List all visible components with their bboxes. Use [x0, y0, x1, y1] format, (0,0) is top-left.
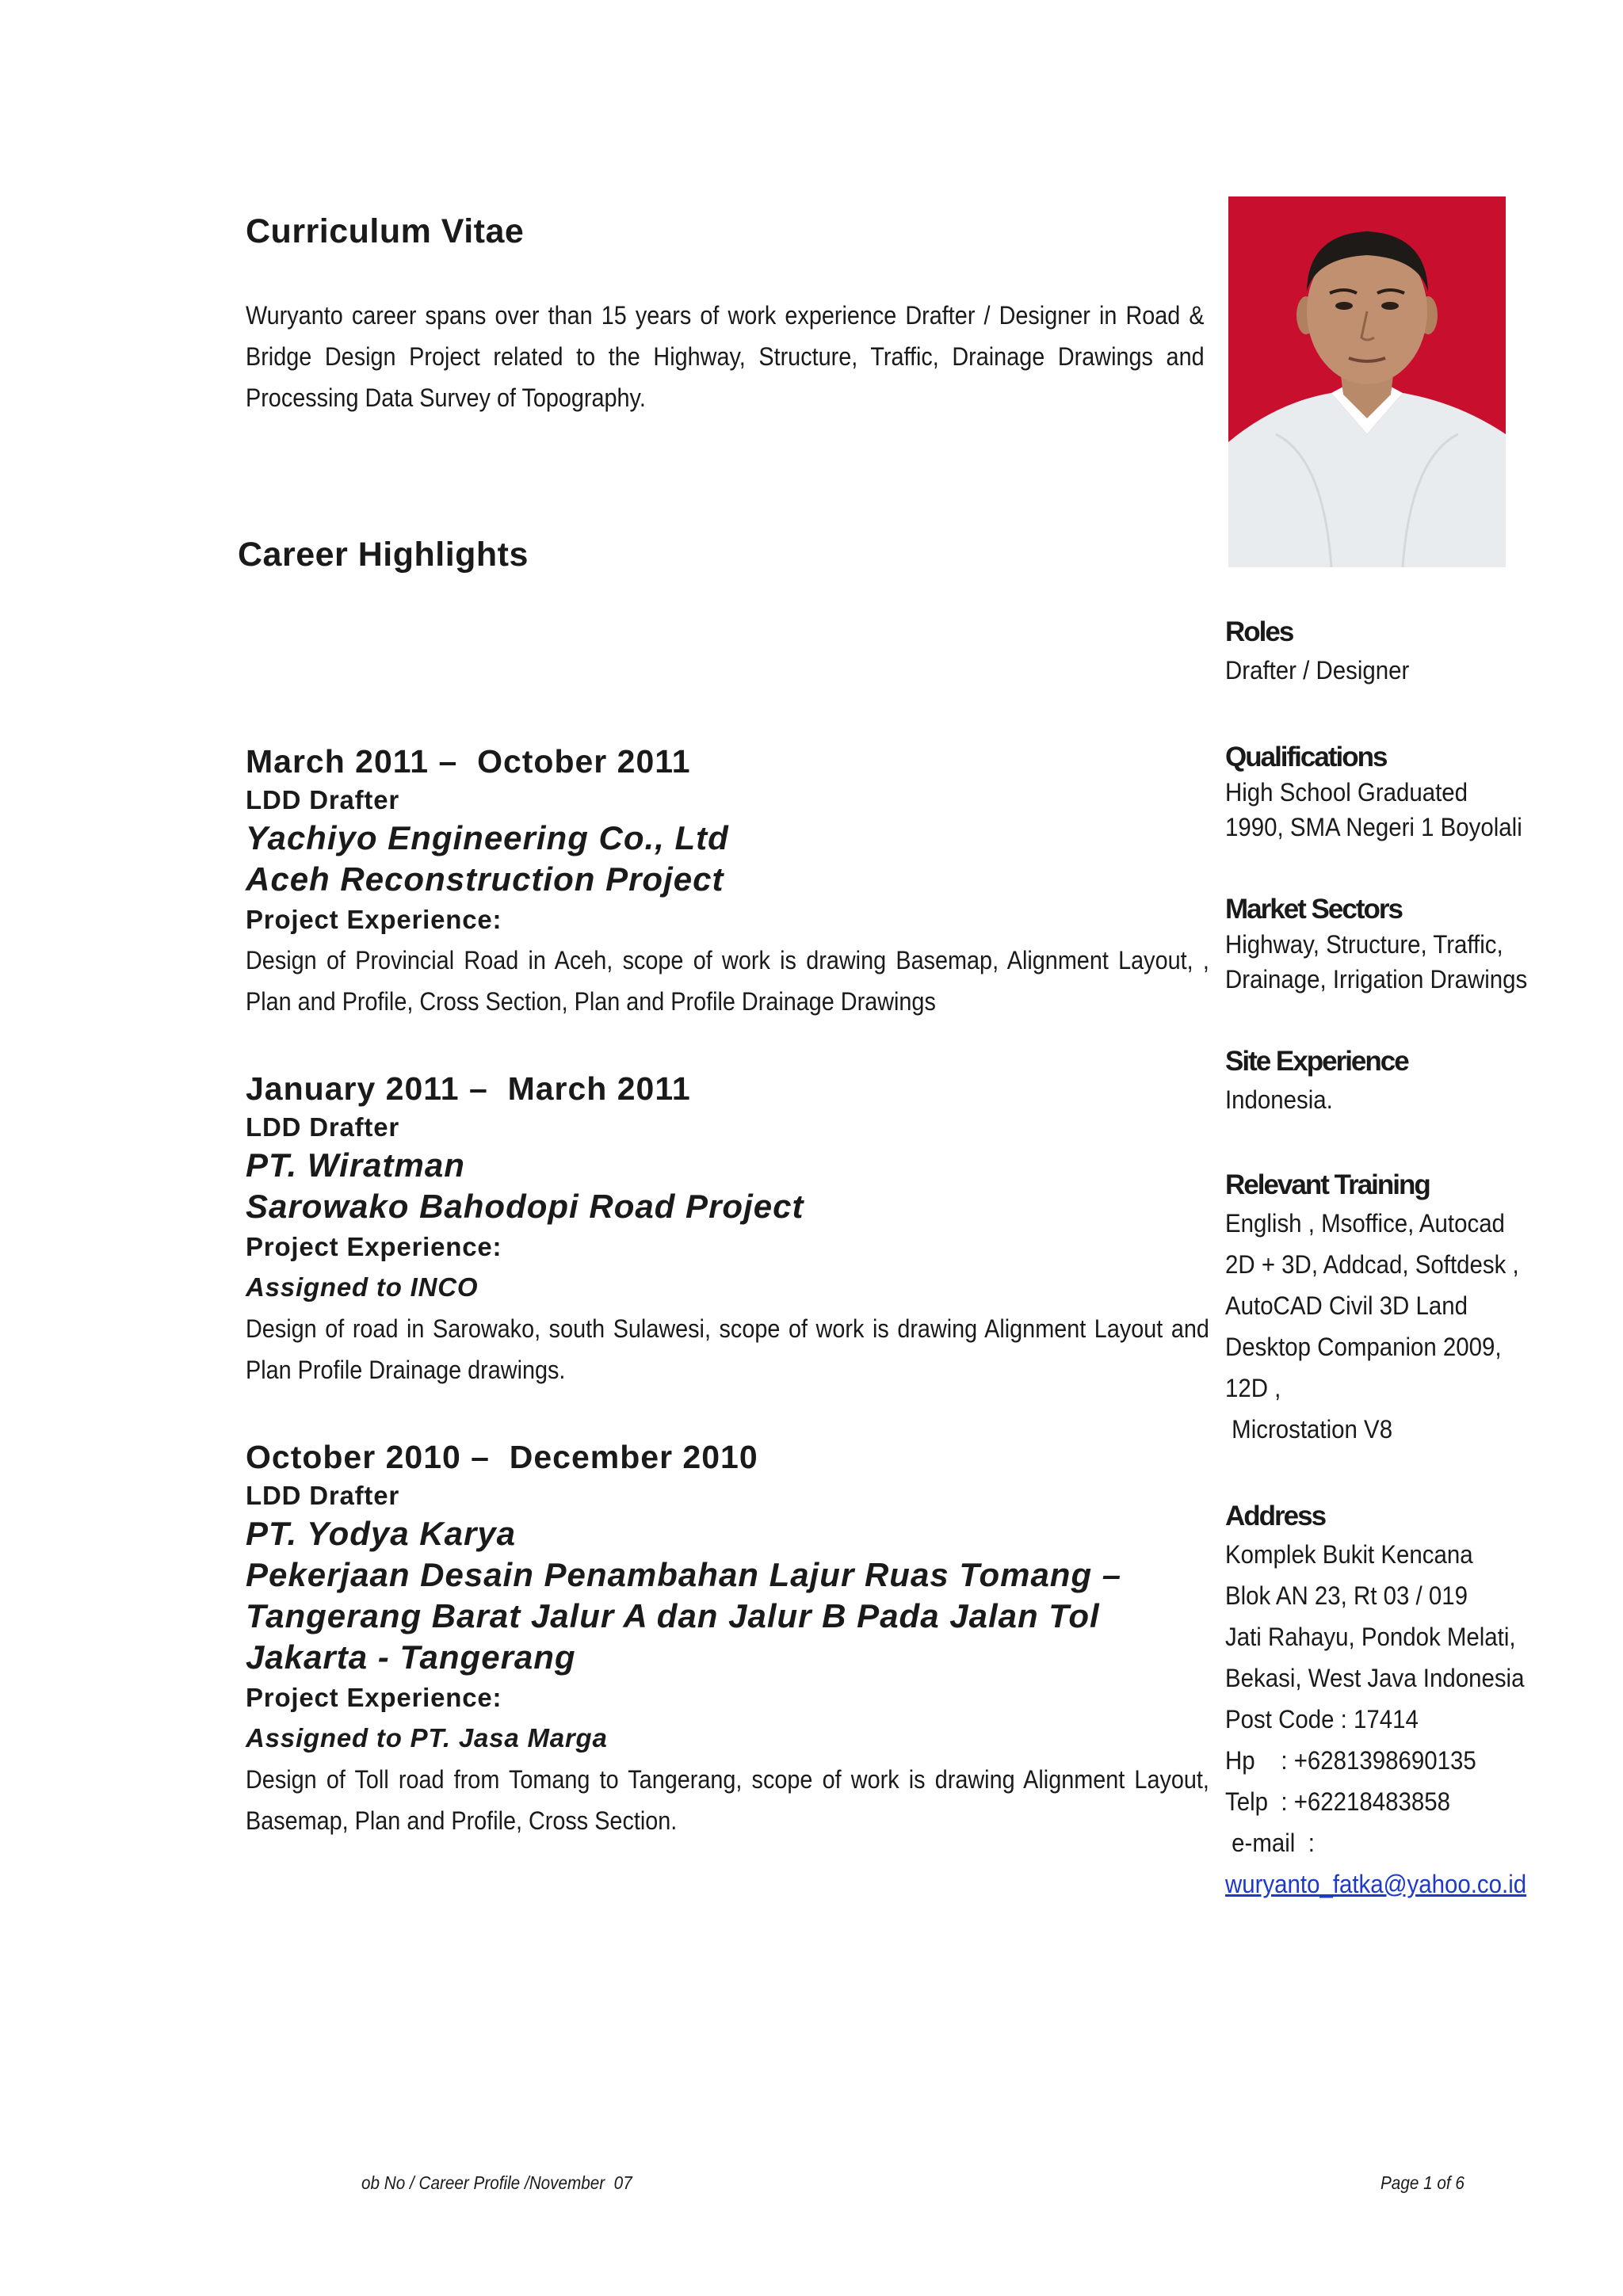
experience-project-line: Tangerang Barat Jalur A dan Jalur B Pada Jalan Tol — [246, 1597, 1100, 1634]
qualifications-heading: Qualifications — [1225, 742, 1387, 772]
sidebar-market-sectors — [1225, 892, 1598, 997]
email-label: e-mail : — [1225, 1829, 1315, 1857]
project-experience-label: Project Experience: — [246, 905, 502, 934]
qualifications-line: High School Graduated — [1225, 778, 1468, 807]
experience-entry-2 — [246, 1067, 1209, 1390]
phone-mobile: Hp : +6281398690135 — [1225, 1746, 1476, 1775]
experience-period: October 2010 – December 2010 — [246, 1439, 758, 1475]
experience-company: PT. Wiratman — [246, 1146, 465, 1184]
qualifications-line: 1990, SMA Negeri 1 Boyolali — [1225, 813, 1522, 841]
training-line: Desktop Companion 2009, — [1225, 1333, 1502, 1361]
training-line: 12D , — [1225, 1374, 1281, 1402]
experience-period: March 2011 – October 2011 — [246, 743, 691, 780]
address-heading: Address — [1225, 1501, 1326, 1531]
training-line: AutoCAD Civil 3D Land — [1225, 1291, 1468, 1320]
experience-project-line: Jakarta - Tangerang — [246, 1638, 576, 1676]
experience-description: Design of Provincial Road in Aceh, scope of work is drawing Basemap, Alignment Layout, , Plan and Profile, Cross Section, Plan and Profile Drainage Drawings — [246, 946, 1209, 1016]
intro-paragraph: Wuryanto career spans over than 15 years of work experience Drafter / Designer in Road & Bridge Design Project related to the Highway, Structure, Traffic, Drainage Drawings and Processing Data Survey of Topography. — [246, 301, 1205, 412]
experience-entry-1 — [246, 740, 1209, 1022]
address-line: Jati Rahayu, Pondok Melati, — [1225, 1623, 1516, 1651]
sidebar-training — [1225, 1168, 1598, 1450]
roles-heading: Roles — [1225, 616, 1293, 647]
experience-role: LDD Drafter — [246, 1481, 399, 1510]
experience-description: Design of road in Sarowako, south Sulawesi, scope of work is drawing Alignment Layout and Plan Profile Drainage drawings. — [246, 1314, 1209, 1384]
experience-company: PT. Yodya Karya — [246, 1515, 517, 1552]
market-sectors-heading: Market Sectors — [1225, 894, 1402, 925]
post-code: Post Code : 17414 — [1225, 1705, 1419, 1733]
market-sectors-line: Drainage, Irrigation Drawings — [1225, 965, 1528, 994]
address-line: Blok AN 23, Rt 03 / 019 — [1225, 1581, 1468, 1610]
email-link[interactable]: wuryanto_fatka@yahoo.co.id — [1225, 1870, 1527, 1898]
sidebar-address — [1225, 1499, 1598, 1905]
experience-role: LDD Drafter — [246, 1112, 399, 1142]
footer-reference: ob No / Career Profile /November 07 — [361, 2172, 632, 2193]
career-highlights-title: Career Highlights — [238, 536, 529, 574]
training-line: English , Msoffice, Autocad — [1225, 1209, 1505, 1238]
experience-period: January 2011 – March 2011 — [246, 1070, 691, 1107]
project-experience-label: Project Experience: — [246, 1683, 502, 1712]
address-line: Komplek Bukit Kencana — [1225, 1540, 1473, 1569]
assigned-to: Assigned to INCO — [246, 1272, 479, 1302]
experience-project: Aceh Reconstruction Project — [246, 860, 724, 898]
experience-project: Sarowako Bahodopi Road Project — [246, 1188, 804, 1225]
page-number: Page 1 of 6 — [1381, 2172, 1465, 2193]
sidebar-site-experience — [1225, 1044, 1598, 1120]
sidebar-roles — [1225, 615, 1598, 691]
training-heading: Relevant Training — [1225, 1169, 1430, 1200]
site-experience-heading: Site Experience — [1225, 1046, 1408, 1077]
training-line: Microstation V8 — [1225, 1415, 1393, 1444]
address-line: Bekasi, West Java Indonesia — [1225, 1664, 1525, 1692]
profile-photo — [1228, 196, 1506, 567]
sidebar-qualifications — [1225, 740, 1598, 845]
experience-role: LDD Drafter — [246, 785, 399, 814]
experience-description: Design of Toll road from Tomang to Tangerang, scope of work is drawing Alignment Layout, Basemap, Plan and Profile, Cross Section. — [246, 1765, 1209, 1835]
training-line: 2D + 3D, Addcad, Softdesk , — [1225, 1250, 1519, 1279]
page-title: Curriculum Vitae — [246, 212, 525, 250]
phone-telp: Telp : +62218483858 — [1225, 1787, 1451, 1816]
portrait-image — [1228, 196, 1506, 567]
experience-company: Yachiyo Engineering Co., Ltd — [246, 819, 729, 856]
market-sectors-line: Highway, Structure, Traffic, — [1225, 930, 1503, 959]
experience-entry-3 — [246, 1436, 1209, 1841]
roles-text: Drafter / Designer — [1225, 656, 1410, 685]
site-experience-text: Indonesia. — [1225, 1085, 1333, 1114]
project-experience-label: Project Experience: — [246, 1232, 502, 1261]
experience-project-line: Pekerjaan Desain Penambahan Lajur Ruas Tomang – — [246, 1556, 1122, 1593]
assigned-to: Assigned to PT. Jasa Marga — [246, 1723, 608, 1753]
